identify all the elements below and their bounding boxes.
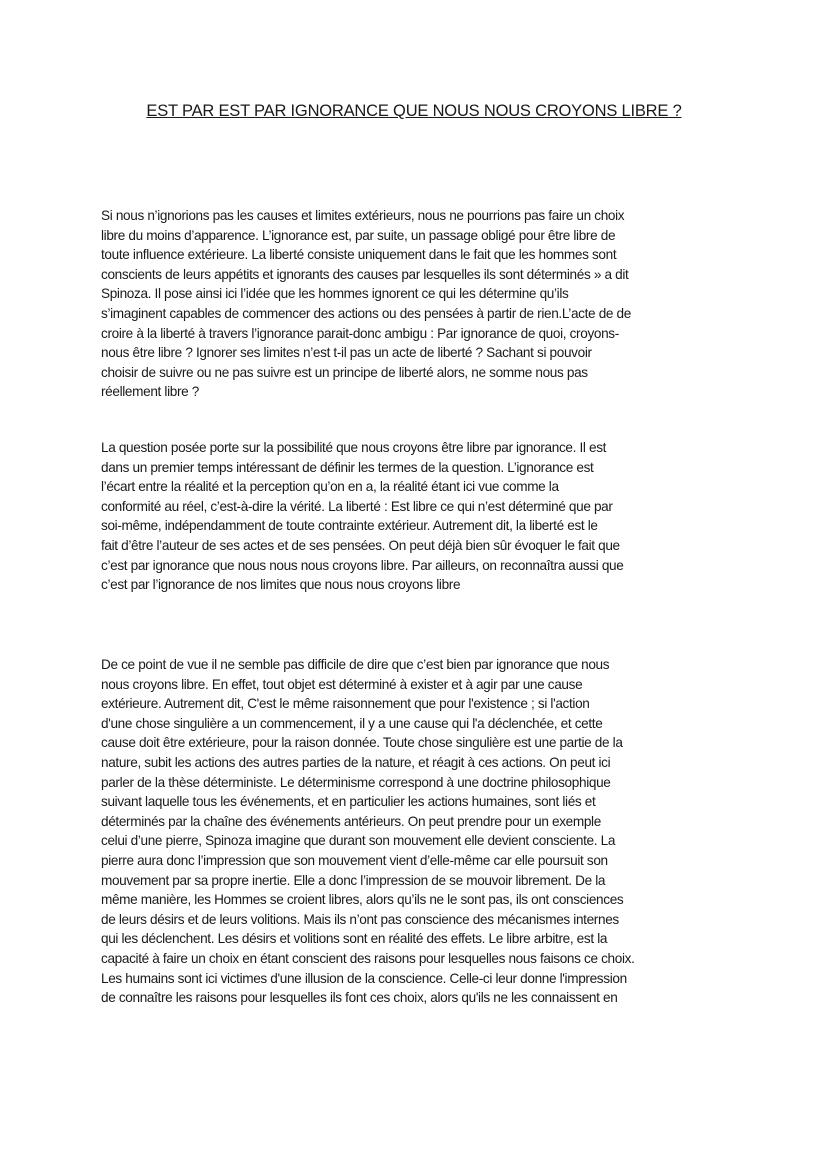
text-line: libre du moins d’apparence. L’ignorance est, par suite, un passage obligé pour être libre de (101, 227, 616, 243)
text-line: c’est par l’ignorance de nos limites que nous nous croyons libre (101, 577, 461, 593)
text-line: déterminés par la chaîne des événements antérieurs. On peut prendre pour un exemple (101, 813, 601, 829)
text-line: La question posée porte sur la possibilité que nous croyons être libre par ignorance. Il est (101, 440, 607, 455)
text-line: croire à la liberté à travers l’ignorance parait-donc ambigu : Par ignorance de quoi, croyons- (101, 325, 619, 341)
text-line: dans un premier temps intéressant de définir les termes de la question. L’ignorance est (101, 459, 594, 475)
text-line: toute influence extérieure. La liberté consiste uniquement dans le fait que les hommes sont (101, 247, 617, 263)
paragraph-introduction (101, 206, 741, 402)
text-line: Si nous n’ignorions pas les causes et limites extérieurs, nous ne pourrions pas faire un choix (101, 208, 625, 223)
text-line: extérieure. Autrement dit, C'est le même raisonnement que pour l'existence ; si l'action (101, 696, 590, 712)
text-line: celui d’une pierre, Spinoza imagine que durant son mouvement elle devient consciente. La (101, 833, 616, 849)
text-line: Les humains sont ici victimes d'une illusion de la conscience. Celle-ci leur donne l'impression (101, 970, 627, 986)
text-line: de connaître les raisons pour lesquelles ils font ces choix, alors qu'ils ne les connaissent en (101, 990, 618, 1006)
text-line: qui les déclenchent. Les désirs et volitions sont en réalité des effets. Le libre arbitre, est la (101, 931, 608, 947)
text-line: soi-même, indépendamment de toute contrainte extérieur. Autrement dit, la liberté est le (101, 518, 598, 534)
text-line: conformité au réel, c’est-à-dire la vérité. La liberté : Est libre ce qui n’est déterminé que par (101, 498, 613, 514)
text-line: c’est par ignorance que nous nous nous croyons libre. Par ailleurs, on reconnaîtra aussi que (101, 557, 624, 573)
paragraph-determinism (101, 655, 741, 1008)
document-title: EST PAR EST PAR IGNORANCE QUE NOUS NOUS CROYONS LIBRE ? (146, 102, 682, 120)
text-line: suivant laquelle tous les événements, et en particulier les actions humaines, sont liés et (101, 794, 596, 810)
text-line: nature, subit les actions des autres parties de la nature, et réagit à ces actions. On peut ici (101, 754, 611, 770)
text-line: même manière, les Hommes se croient libres, alors qu’ils ne le sont pas, ils ont consciences (101, 892, 624, 908)
text-line: fait d’être l’auteur de ses actes et de ses pensées. On peut déjà bien sûr évoquer le fait que (101, 537, 620, 553)
text-line: d'une chose singulière a un commencement, il y a une cause qui l'a déclenchée, et cette (101, 715, 603, 731)
text-line: capacité à faire un choix en étant conscient des raisons pour lesquelles nous faisons ce choix. (101, 950, 635, 966)
text-line: Spinoza. Il pose ainsi ici l’idée que les hommes ignorent ce qui les détermine qu’ils (101, 286, 569, 302)
text-line: cause doit être extérieure, pour la raison donnée. Toute chose singulière est une partie de la (101, 735, 623, 751)
text-line: réellement libre ? (101, 384, 199, 400)
text-line: de leurs désirs et de leurs volitions. Mais ils n’ont pas conscience des mécanismes internes (101, 911, 619, 927)
text-line: nous être libre ? Ignorer ses limites n’est t-il pas un acte de liberté ? Sachant si pouvoir (101, 345, 592, 361)
paragraph-definitions (101, 438, 741, 595)
text-line: choisir de suivre ou ne pas suivre est un principe de liberté alors, ne somme nous pas (101, 364, 588, 380)
text-line: parler de la thèse déterministe. Le déterminisme correspond à une doctrine philosophique (101, 774, 611, 790)
text-line: pierre aura donc l’impression que son mouvement vient d’elle-même car elle poursuit son (101, 852, 608, 868)
text-line: De ce point de vue il ne semble pas difficile de dire que c’est bien par ignorance que nous (101, 657, 610, 672)
text-line: s’imaginent capables de commencer des actions ou des pensées à partir de rien.L’acte de de (101, 305, 631, 321)
text-line: conscients de leurs appétits et ignorants des causes par lesquelles ils sont déterminés » a dit (101, 266, 629, 282)
text-line: nous croyons libre. En effet, tout objet est déterminé à exister et à agir par une cause (101, 676, 583, 692)
text-line: mouvement par sa propre inertie. Elle a donc l’impression de se mouvoir librement. De la (101, 872, 606, 888)
text-line: l’écart entre la réalité et la perception qu’on en a, la réalité étant ici vue comme la (101, 479, 559, 495)
